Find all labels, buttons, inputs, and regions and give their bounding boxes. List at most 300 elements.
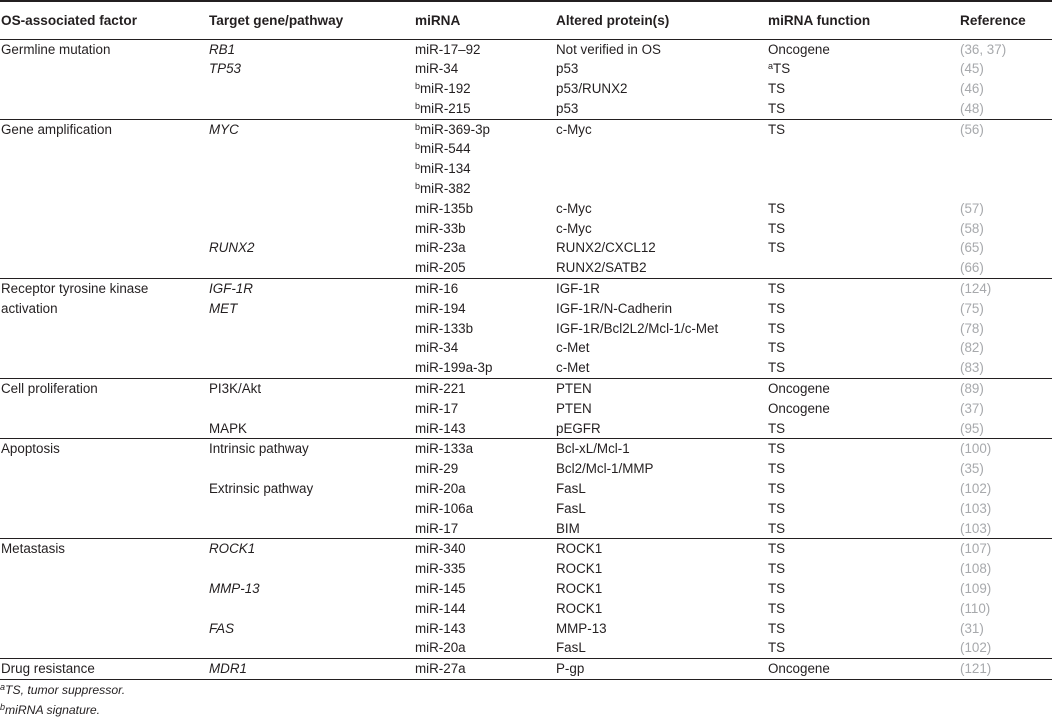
mirna-name: miR-133b: [415, 320, 474, 336]
table-row: [0, 199, 1052, 219]
cell-reference: (109): [960, 581, 992, 597]
cell-gene: [208, 199, 414, 219]
cell-function: [767, 519, 959, 539]
cell-reference: (65): [960, 240, 984, 256]
mirna-name: miR-20a: [415, 481, 466, 497]
cell-reference: (103): [960, 500, 992, 516]
cell-mirna: [414, 479, 555, 499]
cell-gene: PI3K/Akt: [208, 379, 414, 399]
cell-protein: c-Met: [556, 340, 590, 356]
cell-mirna: [414, 579, 555, 599]
cell-gene: [208, 599, 414, 619]
cell-gene: [208, 638, 414, 658]
function-text: TS: [768, 220, 786, 236]
mirna-name: miR-34: [415, 340, 459, 356]
table-body: [0, 39, 1052, 680]
cell-protein: IGF-1R/Bcl2L2/Mcl-1/c-Met: [556, 320, 719, 336]
function-text: TS: [768, 620, 786, 636]
cell-mirna: [414, 199, 555, 219]
cell-gene: RUNX2: [209, 240, 255, 256]
cell-factor: [0, 638, 208, 658]
cell-reference: (108): [960, 561, 992, 577]
cell-mirna: [414, 119, 555, 139]
cell-function: [767, 219, 959, 239]
cell-mirna: [414, 659, 555, 680]
cell-protein: [555, 179, 767, 199]
cell-mirna: [414, 139, 555, 159]
table-row: [0, 559, 1052, 579]
table-row: [0, 59, 1052, 79]
mirna-name: miR-221: [415, 381, 466, 397]
cell-function: [767, 619, 959, 639]
mirna-name: miR-143: [415, 420, 466, 436]
cell-function: [767, 279, 959, 299]
cell-mirna: [414, 599, 555, 619]
function-text: TS: [768, 281, 786, 297]
cell-protein: ROCK1: [556, 561, 603, 577]
cell-reference: (95): [960, 420, 984, 436]
cell-protein: Bcl2/Mcl-1/MMP: [556, 461, 654, 477]
table-row: [0, 399, 1052, 419]
cell-function: [767, 358, 959, 378]
cell-function: [767, 638, 959, 658]
cell-factor: [0, 419, 208, 439]
cell-gene: [208, 319, 414, 339]
cell-gene: [208, 139, 414, 159]
cell-mirna: [414, 519, 555, 539]
cell-reference: (48): [960, 100, 984, 116]
footnote-text: TS, tumor suppressor.: [5, 683, 126, 697]
cell-factor: Metastasis: [0, 539, 208, 559]
mirna-name: miR-33b: [415, 220, 466, 236]
cell-mirna: [414, 539, 555, 559]
function-text: TS: [768, 100, 786, 116]
cell-mirna: [414, 319, 555, 339]
signature-mark: b: [415, 181, 421, 192]
cell-function: [767, 499, 959, 519]
table-row: [0, 358, 1052, 378]
col-header-factor: OS-associated factor: [1, 12, 137, 28]
function-text: TS: [768, 121, 786, 137]
table-row: [0, 539, 1052, 559]
function-text: TS: [768, 561, 786, 577]
cell-mirna: [414, 39, 555, 59]
function-text: TS: [768, 640, 786, 656]
cell-factor: [0, 159, 208, 179]
cell-function: [767, 579, 959, 599]
cell-factor: [0, 338, 208, 358]
mirna-name: miR-20a: [415, 640, 466, 656]
mirna-name: miR-192: [420, 81, 471, 97]
cell-gene: IGF-1R: [208, 279, 414, 299]
cell-function: [767, 459, 959, 479]
cell-reference: (78): [960, 320, 984, 336]
cell-mirna: [414, 439, 555, 459]
cell-mirna: [414, 358, 555, 378]
cell-gene: FAS: [209, 620, 235, 636]
cell-mirna: [414, 219, 555, 239]
col-header-function: miRNA function: [768, 12, 871, 28]
cell-function: [767, 258, 959, 278]
table-row: [0, 619, 1052, 639]
cell-reference: (102): [960, 481, 992, 497]
cell-function: [767, 399, 959, 419]
cell-factor: [0, 519, 208, 539]
cell-protein: PTEN: [556, 400, 592, 416]
cell-function: [767, 539, 959, 559]
cell-mirna: [414, 79, 555, 99]
cell-mirna: [414, 379, 555, 399]
table-row: [0, 519, 1052, 539]
col-header-gene: Target gene/pathway: [209, 12, 344, 28]
cell-reference: (83): [960, 360, 984, 376]
cell-gene: MDR1: [208, 659, 414, 680]
col-header-protein: Altered protein(s): [556, 12, 670, 28]
cell-protein: c-Myc: [556, 220, 592, 236]
cell-factor: [0, 238, 208, 258]
mirna-name: miR-340: [415, 541, 466, 557]
mirna-name: miR-133a: [415, 441, 474, 457]
cell-protein: IGF-1R: [555, 279, 767, 299]
cell-protein: [555, 159, 767, 179]
cell-gene: TP53: [209, 61, 242, 77]
table-row: [0, 579, 1052, 599]
table-row: [0, 459, 1052, 479]
cell-mirna: [414, 459, 555, 479]
mirna-name: miR-215: [420, 100, 471, 116]
cell-factor: [0, 179, 208, 199]
cell-gene: [208, 79, 414, 99]
cell-gene: [208, 159, 414, 179]
cell-mirna: [414, 299, 555, 319]
cell-reference: (46): [960, 81, 984, 97]
table-row: [0, 599, 1052, 619]
mirna-name: miR-17–92: [415, 41, 481, 57]
mirna-name: miR-382: [420, 181, 471, 197]
cell-protein: ROCK1: [555, 539, 767, 559]
table-row: [0, 338, 1052, 358]
cell-reference: (121): [959, 659, 1052, 680]
cell-reference: (31): [960, 620, 984, 636]
cell-protein: ROCK1: [556, 600, 603, 616]
cell-function: [767, 659, 959, 680]
cell-gene: [208, 258, 414, 278]
cell-gene: [208, 179, 414, 199]
signature-mark: b: [415, 100, 421, 111]
footnote-text: miRNA signature.: [5, 703, 101, 717]
footnote-a: [0, 680, 125, 700]
cell-factor: [0, 139, 208, 159]
table-row: [0, 659, 1052, 680]
cell-protein: c-Met: [556, 360, 590, 376]
cell-mirna: [414, 258, 555, 278]
cell-function: [767, 419, 959, 439]
cell-gene: [208, 459, 414, 479]
cell-mirna: [414, 399, 555, 419]
cell-protein: p53: [556, 61, 579, 77]
table-row: [0, 139, 1052, 159]
cell-gene: [208, 99, 414, 119]
cell-protein: RUNX2/SATB2: [556, 260, 647, 276]
cell-gene: MET: [209, 300, 238, 316]
cell-factor: Apoptosis: [0, 439, 208, 459]
cell-factor: [0, 59, 208, 79]
cell-factor: Drug resistance: [0, 659, 208, 680]
table-row: [0, 479, 1052, 499]
cell-protein: c-Myc: [555, 119, 767, 139]
cell-gene: MMP-13: [209, 581, 260, 597]
cell-function: [767, 319, 959, 339]
table-row: [0, 319, 1052, 339]
mirna-name: miR-135b: [415, 200, 474, 216]
cell-gene: [208, 338, 414, 358]
cell-mirna: [414, 638, 555, 658]
cell-factor: [0, 479, 208, 499]
mirna-name: miR-544: [420, 141, 471, 157]
cell-function: [767, 559, 959, 579]
cell-reference: (66): [960, 260, 984, 276]
cell-mirna: [414, 159, 555, 179]
cell-protein: c-Myc: [556, 200, 592, 216]
cell-function: [767, 139, 959, 159]
col-header-reference: Reference: [960, 12, 1026, 28]
mirna-name: miR-205: [415, 260, 466, 276]
table-row: [0, 499, 1052, 519]
cell-factor: [0, 599, 208, 619]
function-text: TS: [768, 500, 786, 516]
cell-factor: [0, 399, 208, 419]
function-text: TS: [768, 541, 786, 557]
table-footnotes: [0, 680, 125, 720]
cell-function: [767, 479, 959, 499]
cell-reference: (58): [960, 220, 984, 236]
cell-factor: [0, 199, 208, 219]
cell-mirna: [414, 279, 555, 299]
mirna-name: miR-16: [415, 281, 459, 297]
function-text: TS: [768, 461, 786, 477]
cell-factor: [0, 319, 208, 339]
footnote-mark: b: [0, 702, 6, 712]
cell-function: [767, 599, 959, 619]
cell-function: [767, 199, 959, 219]
cell-reference: (35): [960, 461, 984, 477]
cell-function: [767, 299, 959, 319]
function-text: TS: [768, 481, 786, 497]
cell-gene: RB1: [209, 41, 236, 57]
cell-gene: MYC: [208, 119, 414, 139]
table-row: [0, 119, 1052, 139]
cell-factor: [0, 619, 208, 639]
cell-factor: [0, 358, 208, 378]
function-text: TS: [768, 200, 786, 216]
table-row: [0, 258, 1052, 278]
function-text: TS: [768, 81, 786, 97]
cell-reference: (89): [959, 379, 1052, 399]
mirna-name: miR-194: [415, 300, 466, 316]
cell-protein: pEGFR: [556, 420, 601, 436]
cell-protein: IGF-1R/N-Cadherin: [556, 300, 673, 316]
cell-gene: [208, 399, 414, 419]
cell-mirna: [414, 238, 555, 258]
cell-mirna: [414, 499, 555, 519]
cell-protein: P-gp: [555, 659, 767, 680]
cell-factor: [0, 258, 208, 278]
cell-protein: Bcl-xL/Mcl-1: [555, 439, 767, 459]
table-row: [0, 179, 1052, 199]
cell-reference: [959, 139, 1052, 159]
table-row: [0, 379, 1052, 399]
signature-mark: b: [415, 141, 421, 152]
mirna-name: miR-29: [415, 461, 459, 477]
cell-reference: (110): [960, 600, 991, 616]
cell-protein: PTEN: [555, 379, 767, 399]
cell-factor: Germline mutation: [1, 41, 111, 57]
table-row: [0, 299, 1052, 319]
footnote-b: [0, 700, 125, 720]
cell-factor: [0, 459, 208, 479]
footnote-mark: a: [0, 682, 6, 692]
cell-gene: Intrinsic pathway: [208, 439, 414, 459]
cell-function: [767, 238, 959, 258]
mirna-name: miR-134: [420, 161, 471, 177]
function-text: TS: [768, 581, 786, 597]
function-text: TS: [768, 520, 786, 536]
table-row: [0, 238, 1052, 258]
table-row: [0, 39, 1052, 59]
cell-gene: [208, 358, 414, 378]
cell-protein: FasL: [556, 500, 586, 516]
cell-mirna: [414, 99, 555, 119]
cell-factor: [0, 219, 208, 239]
cell-reference: [959, 159, 1052, 179]
cell-mirna: [414, 59, 555, 79]
function-text: TS: [768, 420, 786, 436]
cell-gene: [208, 499, 414, 519]
cell-protein: BIM: [556, 520, 580, 536]
cell-mirna: [414, 559, 555, 579]
cell-factor: Cell proliferation: [0, 379, 208, 399]
cell-factor: [0, 559, 208, 579]
mirna-name: miR-17: [415, 520, 459, 536]
cell-protein: p53: [556, 100, 579, 116]
cell-mirna: [414, 338, 555, 358]
cell-gene: [208, 519, 414, 539]
function-text: TS: [768, 441, 786, 457]
function-text: TS: [768, 600, 786, 616]
cell-function: [767, 439, 959, 459]
cell-protein: Not verified in OS: [556, 41, 661, 57]
function-text: TS: [768, 240, 786, 256]
cell-gene: MAPK: [209, 420, 247, 436]
table-header: [0, 1, 1052, 39]
cell-mirna: [414, 419, 555, 439]
cell-gene: [208, 219, 414, 239]
function-text: Oncogene: [768, 661, 830, 677]
cell-reference: (45): [960, 61, 984, 77]
cell-protein: FasL: [556, 481, 586, 497]
cell-mirna: [414, 179, 555, 199]
table-row: [0, 99, 1052, 119]
function-text: TS: [773, 61, 791, 77]
cell-function: [767, 99, 959, 119]
function-text: TS: [768, 360, 786, 376]
cell-gene: [208, 559, 414, 579]
table-row: [0, 159, 1052, 179]
cell-gene: Extrinsic pathway: [209, 481, 314, 497]
cell-function: [767, 79, 959, 99]
cell-reference: (37): [960, 400, 984, 416]
mirna-name: miR-144: [415, 600, 466, 616]
signature-mark: b: [415, 121, 421, 132]
cell-protein: FasL: [556, 640, 586, 656]
cell-reference: (124): [959, 279, 1052, 299]
function-text: TS: [768, 300, 786, 316]
cell-function: [767, 119, 959, 139]
cell-reference: (36, 37): [960, 41, 1007, 57]
table-row: [0, 79, 1052, 99]
cell-reference: (102): [960, 640, 992, 656]
mirna-name: miR-145: [415, 581, 466, 597]
mirna-name: miR-34: [415, 61, 459, 77]
mirna-name: miR-17: [415, 400, 459, 416]
cell-protein: ROCK1: [556, 581, 603, 597]
cell-reference: (57): [960, 200, 984, 216]
cell-factor: activation: [1, 300, 58, 316]
mirna-name: miR-369-3p: [420, 121, 490, 137]
cell-function: [767, 59, 959, 79]
table-row: [0, 419, 1052, 439]
cell-reference: (56): [959, 119, 1052, 139]
cell-function: [767, 379, 959, 399]
mirna-name: miR-143: [415, 620, 466, 636]
cell-protein: RUNX2/CXCL12: [556, 240, 656, 256]
cell-factor: [0, 499, 208, 519]
function-text: Oncogene: [768, 400, 830, 416]
cell-factor: [0, 99, 208, 119]
cell-function: [767, 39, 959, 59]
cell-factor: Gene amplification: [0, 119, 208, 139]
cell-reference: (100): [959, 439, 1052, 459]
cell-function: [767, 179, 959, 199]
cell-reference: (75): [960, 300, 984, 316]
cell-reference: (107): [959, 539, 1052, 559]
cell-factor: [0, 579, 208, 599]
signature-mark: b: [415, 161, 421, 172]
mirna-name: miR-23a: [415, 240, 466, 256]
function-text: TS: [768, 320, 786, 336]
mirna-name: miR-27a: [415, 661, 466, 677]
cell-factor: Receptor tyrosine kinase: [0, 279, 208, 299]
function-text: Oncogene: [768, 41, 830, 57]
table-row: [0, 439, 1052, 459]
signature-mark: b: [415, 81, 421, 92]
cell-reference: [959, 179, 1052, 199]
mirna-name: miR-199a-3p: [415, 360, 493, 376]
cell-function: [767, 338, 959, 358]
table-row: [0, 638, 1052, 658]
cell-mirna: [414, 619, 555, 639]
table-row: [0, 219, 1052, 239]
cell-reference: (82): [960, 340, 984, 356]
cell-protein: p53/RUNX2: [556, 81, 628, 97]
function-text: Oncogene: [768, 381, 830, 397]
cell-protein: MMP-13: [556, 620, 607, 636]
cell-reference: (103): [960, 520, 992, 536]
cell-function: [767, 159, 959, 179]
table-row: [0, 279, 1052, 299]
mirna-name: miR-335: [415, 561, 466, 577]
header-row: [0, 1, 1052, 39]
